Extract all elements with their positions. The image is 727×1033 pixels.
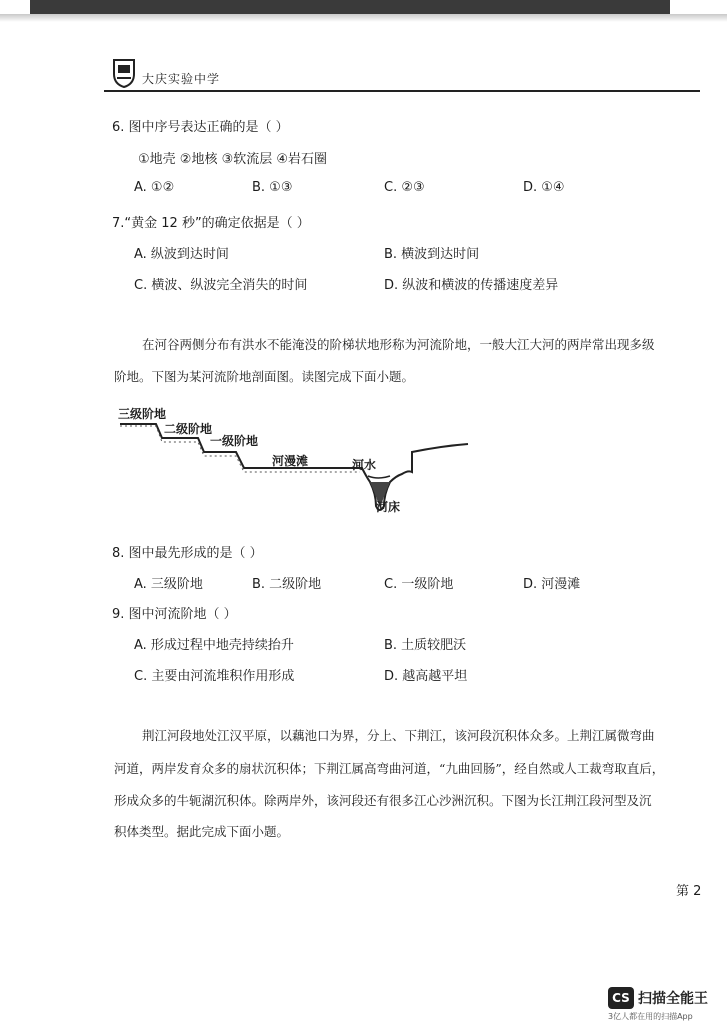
q6-option-a: A. ①②: [134, 180, 175, 195]
q6-option-d: D. ①④: [523, 180, 565, 195]
q7-stem: 7.“黄金 12 秒”的确定依据是（ ）: [112, 216, 310, 231]
scan-shadow-fade: [0, 14, 727, 22]
camscanner-brand: 扫描全能王: [638, 991, 708, 1007]
q9-option-b: B. 土质较肥沃: [384, 638, 467, 653]
q8-option-b: B. 二级阶地: [252, 577, 322, 592]
q8-stem: 8. 图中最先形成的是（ ）: [112, 546, 263, 561]
q8-option-d: D. 河漫滩: [523, 577, 581, 592]
q9-option-c: C. 主要由河流堆积作用形成: [134, 669, 295, 684]
passage2-line4: 积体类型。据此完成下面小题。: [114, 824, 290, 839]
q6-option-b: B. ①③: [252, 180, 293, 195]
passage2-line2: 河道，两岸发育众多的扇状沉积体；下荆江属高弯曲河道，“九曲回肠”，经自然或人工裁弯取直后，: [114, 761, 665, 776]
camscanner-watermark: [608, 985, 718, 1025]
label-terrace-1: 一级阶地: [210, 434, 259, 448]
camscanner-badge: CS: [608, 987, 634, 1009]
q8-option-c: C. 一级阶地: [384, 577, 454, 592]
q7-option-a: A. 纵波到达时间: [134, 247, 229, 262]
label-floodplain: 河漫滩: [272, 454, 309, 468]
q9-option-a: A. 形成过程中地壳持续抬升: [134, 638, 294, 653]
camscanner-tagline: 3亿人都在用的扫描App: [608, 1012, 693, 1021]
q7-option-d: D. 纵波和横波的传播速度差异: [384, 278, 559, 293]
q6-stem: 6. 图中序号表达正确的是（ ）: [112, 120, 289, 135]
passage2-line3: 形成众多的牛轭湖沉积体。除两岸外，该河段还有很多江心沙洲沉积。下图为长江荆江段河型及沉: [114, 793, 652, 808]
page-number: 第 2: [676, 884, 702, 899]
label-river-water: 河水: [352, 458, 377, 472]
passage1-line2: 阶地。下图为某河流阶地剖面图。读图完成下面小题。: [114, 369, 415, 384]
school-logo-icon: [108, 56, 140, 88]
page-header: [104, 56, 700, 92]
q7-option-c: C. 横波、纵波完全消失的时间: [134, 278, 308, 293]
school-name: 大庆实验中学: [142, 72, 221, 86]
label-terrace-3: 三级阶地: [118, 407, 167, 421]
q8-option-a: A. 三级阶地: [134, 577, 203, 592]
q9-stem: 9. 图中河流阶地（ ）: [112, 607, 237, 622]
passage1-line1: 在河谷两侧分布有洪水不能淹没的阶梯状地形称为河流阶地，一般大江大河的两岸常出现多级: [142, 337, 655, 352]
q6-items: ①地壳 ②地核 ③软流层 ④岩石圈: [138, 152, 328, 167]
passage2-line1: 荆江河段地处江汉平原，以藕池口为界，分上、下荆江，该河段沉积体众多。上荆江属微弯曲: [142, 728, 655, 743]
q9-option-d: D. 越高越平坦: [384, 669, 468, 684]
label-terrace-2: 二级阶地: [164, 422, 213, 436]
q7-option-b: B. 横波到达时间: [384, 247, 480, 262]
label-river-bed: 河床: [376, 500, 401, 514]
scan-shadow-top: [30, 0, 670, 14]
q6-option-c: C. ②③: [384, 180, 425, 195]
